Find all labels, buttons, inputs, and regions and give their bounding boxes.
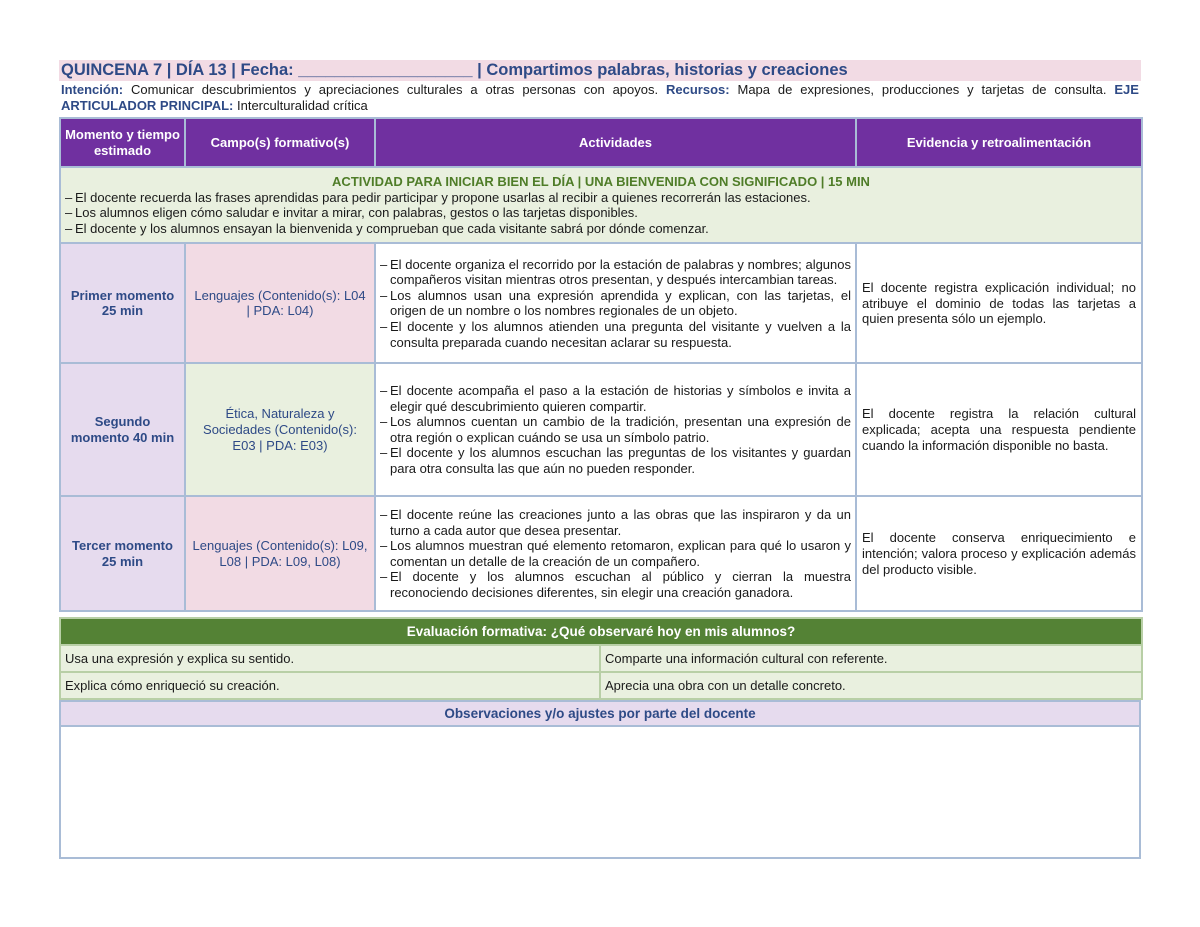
momento-cell: Tercer momento 25 min — [60, 496, 185, 611]
list-item: – El docente acompaña el paso a la estación de historias y símbolos e invita a elegir qué descubrimiento quieren compartir. — [380, 383, 851, 414]
table-row — [60, 243, 1142, 363]
evaluacion-item: Usa una expresión y explica su sentido. — [60, 645, 600, 672]
evidencia-cell: El docente conserva enriquecimiento e intención; valora proceso y explicación además del producto visible. — [856, 496, 1142, 611]
intro-activity — [60, 167, 1142, 243]
header-momento: Momento y tiempo estimado — [60, 118, 185, 167]
intro-heading: ACTIVIDAD PARA INICIAR BIEN EL DÍA | UNA BIENVENIDA CON SIGNIFICADO | 15 MIN — [332, 174, 870, 189]
list-item: – El docente organiza el recorrido por la estación de palabras y nombres; algunos compañeros visitan mientras otros presentan, y después intercambian tareas. — [380, 257, 851, 288]
intencion-text: Comunicar descubrimientos y apreciaciones culturales a otras personas con apoyos. — [131, 82, 659, 97]
recursos-text: Mapa de expresiones, producciones y tarjetas de consulta. — [737, 82, 1107, 97]
header-evidencia: Evidencia y retroalimentación — [856, 118, 1142, 167]
intro-list — [65, 190, 1137, 237]
actividades-cell — [375, 363, 856, 496]
momento-cell: Primer momento 25 min — [60, 243, 185, 363]
list-item: – El docente recuerda las frases aprendidas para pedir participar y propone usarlas al recibir a quienes recorrerán las estaciones. — [65, 190, 1137, 206]
list-item: – Los alumnos eligen cómo saludar e invitar a mirar, con palabras, gestos o las tarjetas disponibles. — [65, 205, 1137, 221]
evaluacion-item: Explica cómo enriqueció su creación. — [60, 672, 600, 699]
actividades-cell — [375, 243, 856, 363]
observaciones-table — [59, 700, 1141, 859]
campo-cell: Lenguajes (Contenido(s): L04 | PDA: L04) — [185, 243, 375, 363]
header-actividades: Actividades — [375, 118, 856, 167]
evaluacion-item: Comparte una información cultural con referente. — [600, 645, 1142, 672]
evidencia-cell: El docente registra la relación cultural explicada; acepta una respuesta pendiente cuando la información disponible no basta. — [856, 363, 1142, 496]
list-item: – Los alumnos cuentan un cambio de la tradición, presentan una expresión de otra región o explican cuándo se usa un símbolo patrio. — [380, 414, 851, 445]
campo-cell: Ética, Naturaleza y Sociedades (Contenido(s): E03 | PDA: E03) — [185, 363, 375, 496]
header-campo: Campo(s) formativo(s) — [185, 118, 375, 167]
plan-meta — [59, 82, 1141, 113]
list-item: – El docente y los alumnos escuchan al público y cierran la muestra reconociendo decisiones diferentes, sin elegir una creación ganadora. — [380, 569, 851, 600]
evaluacion-heading: Evaluación formativa: ¿Qué observaré hoy en mis alumnos? — [60, 618, 1142, 645]
intro-row — [60, 167, 1142, 243]
activities-table — [59, 117, 1143, 612]
evidencia-cell: El docente registra explicación individual; no atribuye el dominio de todas las tarjetas a quien presenta sólo un ejemplo. — [856, 243, 1142, 363]
observaciones-field[interactable] — [60, 726, 1140, 858]
observaciones-heading: Observaciones y/o ajustes por parte del docente — [60, 701, 1140, 726]
list-item: – El docente reúne las creaciones junto a las obras que las inspiraron y da un turno a cada autor que desea presentar. — [380, 507, 851, 538]
table-row — [60, 496, 1142, 611]
list-item: – Los alumnos muestran qué elemento retomaron, explican para qué lo usaron y comentan un detalle de la creación de un compañero. — [380, 538, 851, 569]
list-item: – El docente y los alumnos escuchan las preguntas de los visitantes y guardan para otra consulta las que aún no pueden responder. — [380, 445, 851, 476]
table-header-row — [60, 118, 1142, 167]
recursos-label: Recursos: — [666, 82, 730, 97]
evaluacion-table — [59, 617, 1143, 700]
evaluacion-item: Aprecia una obra con un detalle concreto. — [600, 672, 1142, 699]
campo-cell: Lenguajes (Contenido(s): L09, L08 | PDA: L09, L08) — [185, 496, 375, 611]
eje-text: Interculturalidad crítica — [236, 97, 368, 113]
lesson-plan-page — [59, 60, 1141, 859]
intencion-label: Intención: — [61, 82, 124, 97]
list-item: – Los alumnos usan una expresión aprendida y explican, con las tarjetas, el origen de un nombre o los nombres regionales de un objeto. — [380, 288, 851, 319]
page-title: QUINCENA 7 | DÍA 13 | Fecha: ___________________ | Compartimos palabras, historias y creaciones — [59, 60, 1141, 81]
list-item: – El docente y los alumnos atienden una pregunta del visitante y vuelven a la consulta preparada cuando necesitan aclarar su respuesta. — [380, 319, 851, 350]
table-row — [60, 363, 1142, 496]
momento-cell: Segundo momento 40 min — [60, 363, 185, 496]
actividades-cell — [375, 496, 856, 611]
eje-label: EJE ARTICULADOR PRINCIPAL: — [61, 82, 1139, 113]
list-item: – El docente y los alumnos ensayan la bienvenida y comprueban que cada visitante sabrá por dónde comenzar. — [65, 221, 1137, 237]
